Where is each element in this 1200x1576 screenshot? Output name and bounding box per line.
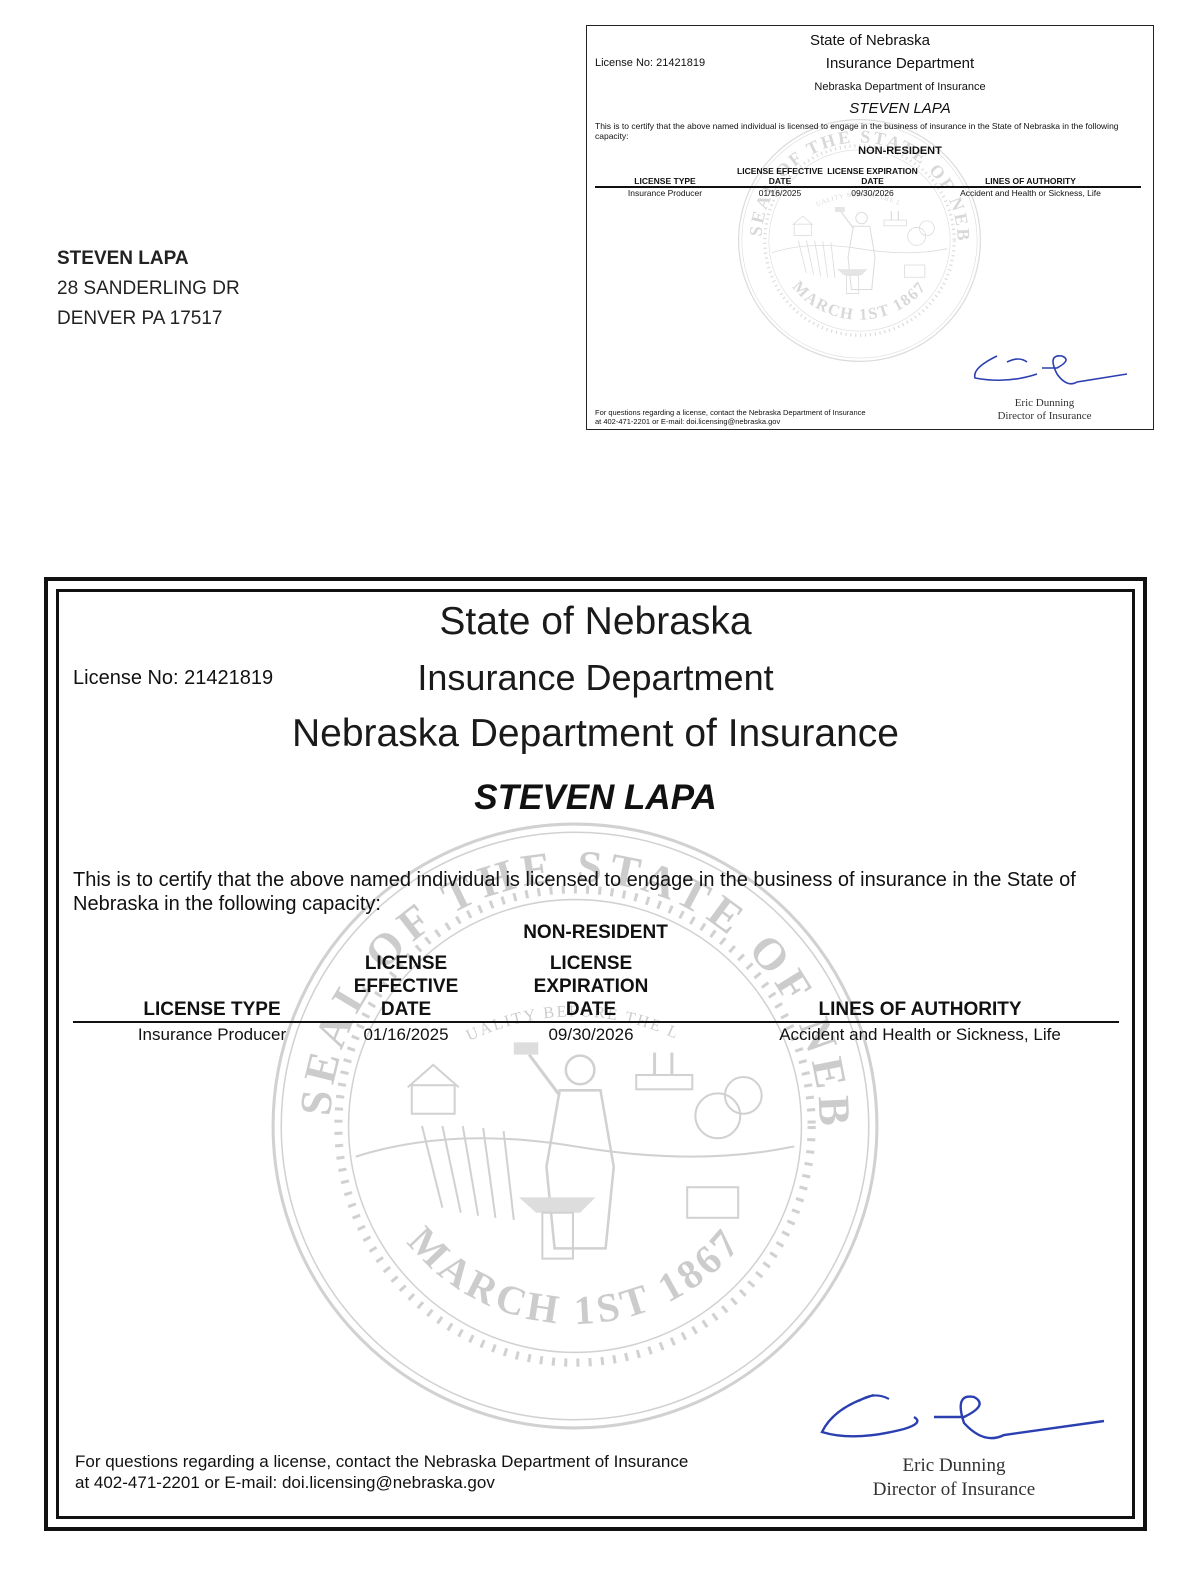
license-table	[73, 952, 1119, 1046]
card-cell-license-type: Insurance Producer	[627, 188, 703, 198]
residency-status: NON-RESIDENT	[523, 922, 668, 943]
cell-expiration-date: 09/30/2026	[548, 1025, 634, 1044]
director-block	[829, 1454, 1079, 1502]
card-col-lines: LINES OF AUTHORITY	[920, 166, 1141, 187]
department-title: Insurance Department	[417, 657, 774, 698]
card-cell-expiration: 09/30/2026	[851, 188, 894, 198]
col-lines-of-authority: LINES OF AUTHORITY	[721, 952, 1119, 1022]
card-cell-lines: Accident and Health or Sickness, Life	[960, 188, 1101, 198]
contact-info	[75, 1451, 688, 1493]
card-col-expiration: LICENSE EXPIRATION DATE	[825, 166, 920, 187]
card-state-title: State of Nebraska	[809, 32, 931, 49]
table-row	[73, 1022, 1119, 1046]
mailing-address	[57, 244, 240, 334]
state-title: State of Nebraska	[439, 600, 752, 643]
cell-lines-of-authority: Accident and Health or Sickness, Life	[779, 1025, 1061, 1044]
certificate-inner-border	[56, 589, 1135, 1519]
card-agency-name: Nebraska Department of Insurance	[814, 81, 986, 93]
contact-line-2: at 402-471-2201 or E-mail: doi.licensing@nebraska.gov	[75, 1473, 495, 1492]
cell-effective-date: 01/16/2025	[363, 1025, 449, 1044]
signer-name: Eric Dunning	[902, 1455, 1006, 1476]
license-number: License No: 21421819	[73, 667, 274, 689]
card-department-title: Insurance Department	[825, 55, 975, 72]
recipient-street: 28 SANDERLING DR	[57, 278, 240, 299]
signer-title: Director of Insurance	[872, 1479, 1036, 1500]
certify-statement: This is to certify that the above named individual is licensed to engage in the business of insurance in the State of Nebraska in the following capacity:	[73, 869, 1076, 915]
card-table-row	[595, 187, 1141, 198]
card-license-no: License No: 21421819	[595, 57, 706, 69]
card-signer-title: Director of Insurance	[997, 410, 1092, 422]
contact-line-1: For questions regarding a license, contact the Nebraska Department of Insurance	[75, 1452, 689, 1471]
licensee-name: STEVEN LAPA	[474, 778, 717, 817]
agency-name: Nebraska Department of Insurance	[292, 712, 899, 755]
recipient-name: STEVEN LAPA	[57, 248, 189, 269]
col-license-type: LICENSE TYPE	[73, 952, 351, 1022]
card-contact-line1: For questions regarding a license, contact the Nebraska Department of Insurance	[595, 408, 866, 417]
cell-license-type: Insurance Producer	[137, 1025, 287, 1044]
card-contact-line2: at 402-471-2201 or E-mail: doi.licensing@nebraska.gov	[595, 417, 781, 426]
wallet-card	[586, 25, 1154, 430]
director-signature	[814, 1387, 1114, 1457]
card-signer	[977, 397, 1112, 423]
card-residency: NON-RESIDENT	[858, 145, 942, 157]
card-col-license-type: LICENSE TYPE	[595, 166, 735, 187]
card-licensee-name: STEVEN LAPA	[849, 100, 951, 117]
card-col-effective: LICENSE EFFECTIVE DATE	[735, 166, 825, 187]
card-signature	[967, 348, 1132, 390]
recipient-city-state-zip: DENVER PA 17517	[57, 308, 223, 329]
card-contact	[595, 408, 866, 426]
col-expiration-date: LICENSE EXPIRATION DATE	[461, 952, 721, 1022]
card-certify-text: This is to certify that the above named individual is licensed to engage in the business of insurance in the State of Nebraska in the following capacity:	[595, 121, 1119, 141]
license-certificate	[44, 577, 1147, 1531]
card-cell-effective: 01/16/2025	[758, 188, 802, 198]
col-effective-date: LICENSE EFFECTIVE DATE	[351, 952, 461, 1022]
card-license-table	[595, 166, 1141, 198]
card-signer-name: Eric Dunning	[1014, 397, 1075, 409]
